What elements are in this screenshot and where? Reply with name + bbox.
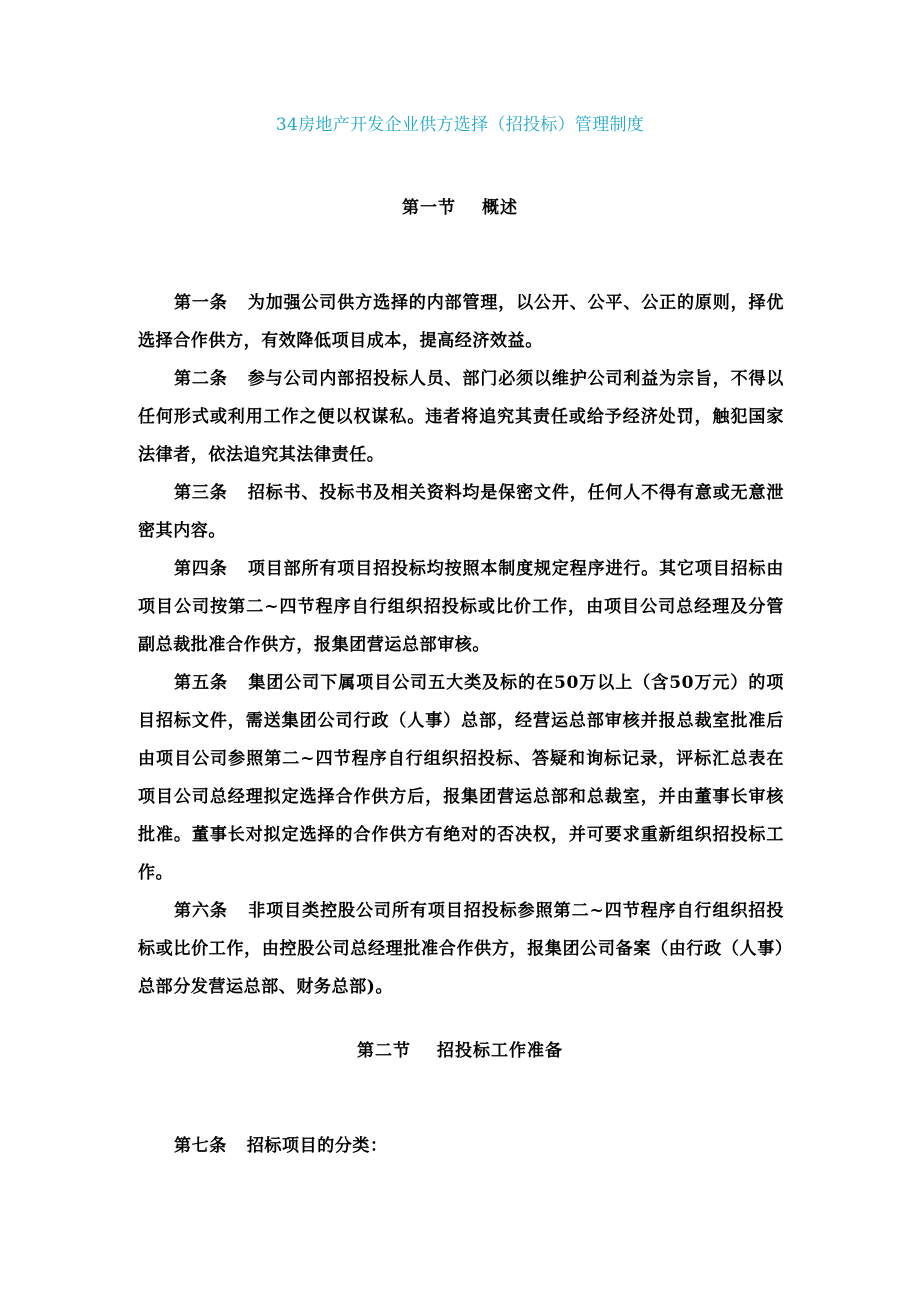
article-label: 第一条 [174, 293, 228, 313]
article-5 [138, 664, 784, 892]
section-heading-1 [0, 196, 920, 220]
article-label: 第二条 [174, 369, 228, 389]
article-4 [138, 550, 784, 664]
section-2-body [138, 1127, 784, 1165]
article-2 [138, 360, 784, 474]
article-1 [138, 284, 784, 360]
article-6 [138, 892, 784, 1006]
section-title: 概述 [482, 198, 518, 218]
section-number: 第一节 [402, 198, 456, 218]
article-3 [138, 474, 784, 550]
article-label: 第三条 [174, 483, 228, 503]
document-title: 34房地产开发企业供方选择（招投标）管理制度 [275, 115, 645, 135]
article-text: 招标项目的分类： [246, 1136, 388, 1156]
section-number: 第二节 [357, 1041, 411, 1061]
section-title: 招投标工作准备 [437, 1041, 563, 1061]
article-text: 参与公司内部招投标人员、部门必须以维护公司利益为宗旨，不得以任何形式或利用工作之便以权谋私。违者将追究其责任或给予经济处罚，触犯国家法律者，依法追究其法律责任。 [138, 369, 784, 465]
article-text: 项目部所有项目招投标均按照本制度规定程序进行。其它项目招标由项目公司按第二~四节程序自行组织招投标或比价工作，由项目公司总经理及分管副总裁批准合作供方，报集团营运总部审核。 [138, 559, 784, 655]
article-text: 招标书、投标书及相关资料均是保密文件，任何人不得有意或无意泄密其内容。 [138, 483, 784, 541]
article-text: 集团公司下属项目公司五大类及标的在50万以上（含50万元）的项目招标文件，需送集团公司行政（人事）总部，经营运总部审核并报总裁室批准后由项目公司参照第二~四节程序自行组织招投标、答疑和询标记录，评标汇总表在项目公司总经理拟定选择合作供方后，报集团营运总部和总裁室，并由董事长审核批准。董事长对拟定选择的合作供方有绝对的否决权，并可要求重新组织招投标工作。 [138, 673, 784, 883]
section-1-body [138, 284, 784, 1006]
article-text: 非项目类控股公司所有项目招投标参照第二~四节程序自行组织招投标或比价工作，由控股公司总经理批准合作供方，报集团公司备案（由行政（人事）总部分发营运总部、财务总部)。 [138, 901, 784, 997]
article-label: 第四条 [174, 559, 228, 579]
article-text: 为加强公司供方选择的内部管理，以公开、公平、公正的原则，择优选择合作供方，有效降低项目成本，提高经济效益。 [138, 293, 784, 351]
article-label: 第五条 [174, 673, 228, 693]
article-7 [138, 1127, 784, 1165]
section-heading-2 [0, 1039, 920, 1063]
article-label: 第七条 [174, 1136, 227, 1156]
article-label: 第六条 [174, 901, 228, 921]
